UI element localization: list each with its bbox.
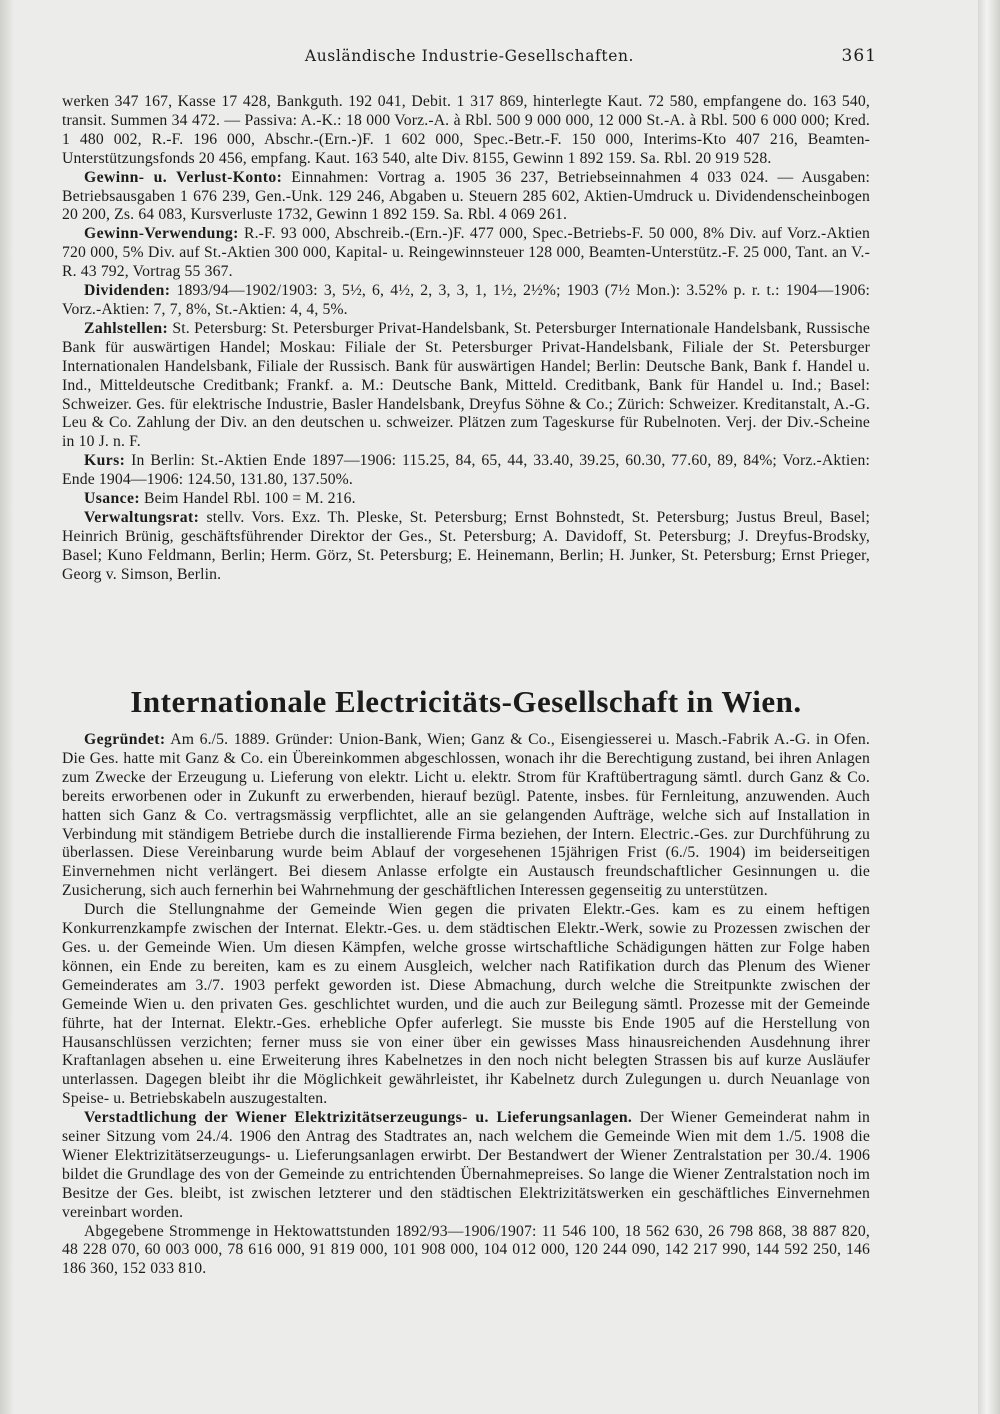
balance-sheet-paragraph	[62, 93, 870, 169]
running-title: Ausländische Industrie-Gesellschaften.	[304, 47, 635, 65]
board-text: stellv. Vors. Exz. Th. Pleske, St. Petersburg; Ernst Bohnstedt, St. Petersburg; Justus Breul, Basel; Heinrich Brünig, geschäftsführender Direktor der Ges., St. Petersburg; A. Davidoff, St. Petersburg; J. Dreyfus-Brodsky, Basel; Kuno Feldmann, Berlin; Herm. Görz, St. Petersburg; E. Heinemann, Berlin; H. Junker, St. Petersburg; Ernst Prieger, Georg v. Simson, Berlin.	[62, 508, 870, 583]
page-header	[62, 47, 877, 69]
page-binding-shadow	[0, 0, 14, 1414]
dispute-text: Durch die Stellungnahme der Gemeinde Wien gegen die privaten Elektr.-Ges. kam es zu einem heftigen Konkurrenzkampfe zwischen der Internat. Elektr.-Ges. u. dem städtischen Elektr.-Werk, sowie zu Prozessen zwischen der Ges. u. der Gemeinde Wien. Um diesen Kämpfen, welche grosse wirtschaftliche Schädigungen hätten zur Folge haben können, ein Ende zu bereiten, kam es zu einem Ausgleich, welcher nach Ratifikation durch das Plenum des Wiener Gemeinderates am 3./7. 1903 perfekt geworden ist. Diese Abmachung, durch welche die Streitpunkte zwischen der Gemeinde Wien u. den privaten Ges. geschlichtet wurden, und die auch zur Beilegung sämtl. Prozesse mit der Gemeinde führte, hat der Internat. Elektr.-Ges. erhebliche Opfer auferlegt. Sie musste bis Ende 1905 auf die Herstellung von Hausanschlüssen verzichten; ferner muss sie von einer über ein gewisses Mass hinausreichenden Ausdehnung ihrer Kraftanlagen absehen u. eine Erweiterung ihres Kabelnetzes in den noch nicht belegten Strassen bis auf kurze Ausläufer unterlassen. Dagegen bleibt ihr die Möglichkeit gewährleistet, ihr Kabelnetz durch Zulegungen u. durch Neuanlage von Speise- u. Betriebskabeln auszugestalten.	[62, 901, 870, 1108]
paying-agents-text: St. Petersburg: St. Petersburger Privat-Handelsbank, St. Petersburger Internationale Handelsbank, Russische Bank für auswärtigen Handel; Moskau: Filiale der St. Petersburger Privat-Handelsbank, Filiale der St. Petersburger Internationalen Handelsbank, Filiale der Russisch. Bank für auswärtigen Handel; Berlin: Deutsche Bank, Bank f. Handel u. Ind., Mitteldeutsche Creditbank; Frankf. a. M.: Deutsche Bank, Mitteld. Creditbank, Bank für Handel u. Ind.; Basel: Schweizer. Ges. für elektrische Industrie, Basler Handelsbank, Dreyfus Söhne & Co.; Zürich: Schweizer. Kreditanstalt, A.-G. Leu & Co. Zahlung der Div. an den deutschen u. schweizer. Plätzen zum Tageskurse für Rubelnoten. Verj. der Div.-Scheine in 10 J. n. F.	[62, 319, 870, 451]
quotation-text: In Berlin: St.-Aktien Ende 1897—1906: 115.25, 84, 65, 44, 33.40, 39.25, 60.30, 77.60, 89, 84%; Vorz.-Aktien: Ende 1904—1906: 124.50, 131.80, 137.50%.	[62, 452, 871, 489]
profit-use-label: Gewinn-Verwendung:	[84, 225, 239, 243]
dividends-label: Dividenden:	[84, 282, 171, 300]
balance-sheet-text: werken 347 167, Kasse 17 428, Bankguth. 192 041, Debit. 1 317 869, hinterlegte Kaut. 72 580, empfangene do. 163 540, transit. Summen 34 472. — Passiva: A.-K.: 18 000 Vorz.-A. à Rbl. 500 9 000 000, 12 000 St.-A. à Rbl. 500 6 000 000; Kred. 1 480 002, R.-F. 196 000, Abschr.-(Ern.-)F. 1 602 000, Spec.-Betr.-F. 150 000, Interims-Kto 407 216, Beamten-Unterstützungsfonds 20 456, empfang. Kaut. 163 540, alte Div. 8155, Gewinn 1 892 159. Sa. Rbl. 20 919 528.	[62, 93, 870, 167]
board-paragraph	[62, 509, 870, 585]
municipalization-text: Der Wiener Gemeinderat nahm in seiner Sitzung vom 24./4. 1906 den Antrag des Stadtrates an, nach welchem die Gemeinde Wien mit dem 1./5. 1908 die Wiener Elektrizitätserzeugungs- u. Lieferungsanlagen erwirbt. Der Bestandwert der Wiener Zentralstation per 30./4. 1906 bildet die Grundlage des von der Gemeinde zu entrichtenden Übernahmepreises. So lange die Wiener Zentralstation noch im Besitze der Ges. bleibt, ist zwischen letzterer und den städtischen Elektrizitätswerken ein geschäftliches Einvernehmen vereinbart worden.	[62, 1109, 870, 1221]
page-edge	[978, 0, 1000, 1414]
founded-label: Gegründet:	[84, 731, 166, 748]
company-entry-continued	[62, 93, 870, 585]
paying-agents-label: Zahlstellen:	[84, 319, 169, 337]
founded-paragraph	[62, 731, 870, 901]
profit-loss-paragraph	[62, 169, 870, 226]
municipalization-paragraph	[62, 1109, 870, 1222]
paying-agents-paragraph	[62, 320, 870, 452]
founded-text: Am 6./5. 1889. Gründer: Union-Bank, Wien; Ganz & Co., Eisengiesserei u. Masch.-Fabrik A.-G. in Ofen. Die Ges. hatte mit Ganz & Co. ein Übereinkommen abgeschlossen, wonach ihr die Berechtigung zustand, bei ihren Anlagen zum Zwecke der Erzeugung u. Lieferung von elektr. Licht u. elektr. Strom für Kraftübertragung sämtl. durch Ganz & Co. bereits erworbenen oder in Zukunft zu erwerbenden, hierauf bezügl. Patente, insbes. für Fernleitung, anzuwenden. Auch hatten sich Ganz & Co. vertragsmässig verpflichtet, alle an sie gelangenden Aufträge, welche sich auf Installation in Verbindung mit ständigem Betriebe durch die installierende Firma beziehen, der Intern. Electric.-Ges. zur Durchführung zu überlassen. Diese Vereinbarung wurde beim Ablauf der vorgesehenen 15jährigen Frist (6./5. 1904) im beiderseitigen Einvernehmen nicht verlängert. Bei diesem Anlasse erfolgte ein Austausch freundschaftlicher Gesinnungen u. die Zusicherung, sich auch fernerhin bei Wahrnehmung der geschäftlichen Interessen gegenseitig zu unterstützen.	[62, 731, 870, 900]
page-number: 361	[841, 46, 877, 66]
dispute-paragraph	[62, 901, 870, 1109]
usance-label: Usance:	[84, 490, 140, 508]
profit-loss-text: Einnahmen: Vortrag a. 1905 36 237, Betriebseinnahmen 4 033 024. — Ausgaben: Betriebsausgaben 1 676 239, Gen.-Unk. 129 246, Abgaben u. Steuern 285 602, Aktien-Umdruck u. Dividendenscheinbogen 20 200, Zs. 64 083, Kursverluste 1732, Gewinn 1 892 159. Sa. Rbl. 4 069 261.	[62, 168, 871, 224]
quotation-paragraph	[62, 452, 870, 490]
municipalization-label: Verstadtlichung der Wiener Elektrizitätserzeugungs- u. Lieferungsanlagen.	[84, 1109, 633, 1127]
usance-paragraph	[62, 490, 870, 509]
dividends-paragraph	[62, 282, 870, 320]
profit-use-text: R.-F. 93 000, Abschreib.-(Ern.-)F. 477 000, Spec.-Betriebs-F. 50 000, 8% Div. auf Vorz.-Aktien 720 000, 5% Div. auf St.-Aktien 300 000, Kapital- u. Reingewinnsteuer 128 000, Beamten-Unterstütz.-F. 25 000, Tant. an V.-R. 43 792, Vortrag 55 367.	[62, 225, 870, 281]
profit-use-paragraph	[62, 225, 870, 282]
quotation-label: Kurs:	[84, 452, 126, 470]
power-output-paragraph	[62, 1223, 870, 1280]
power-output-text: Abgegebene Strommenge in Hektowattstunden 1892/93—1906/1907: 11 546 100, 18 562 630, 26 798 868, 38 887 820, 48 228 070, 60 003 000, 78 616 000, 91 819 000, 101 908 000, 104 012 000, 120 244 090, 142 217 990, 144 592 250, 146 186 360, 152 033 810.	[62, 1222, 870, 1278]
company-heading: Internationale Electricitäts-Gesellschaft in Wien.	[130, 684, 802, 719]
profit-loss-label: Gewinn- u. Verlust-Konto:	[84, 168, 283, 186]
company-entry	[62, 731, 870, 1279]
dividends-text: 1893/94—1902/1903: 3, 5½, 6, 4½, 2, 3, 3, 1, 1½, 2½%; 1903 (7½ Mon.): 3.52% p. r. t.: 1904—1906: Vorz.-Aktien: 7, 7, 8%, St.-Aktien: 4, 4, 5%.	[62, 282, 870, 318]
usance-text: Beim Handel Rbl. 100 = M. 216.	[144, 490, 356, 508]
board-label: Verwaltungsrat:	[84, 508, 200, 526]
